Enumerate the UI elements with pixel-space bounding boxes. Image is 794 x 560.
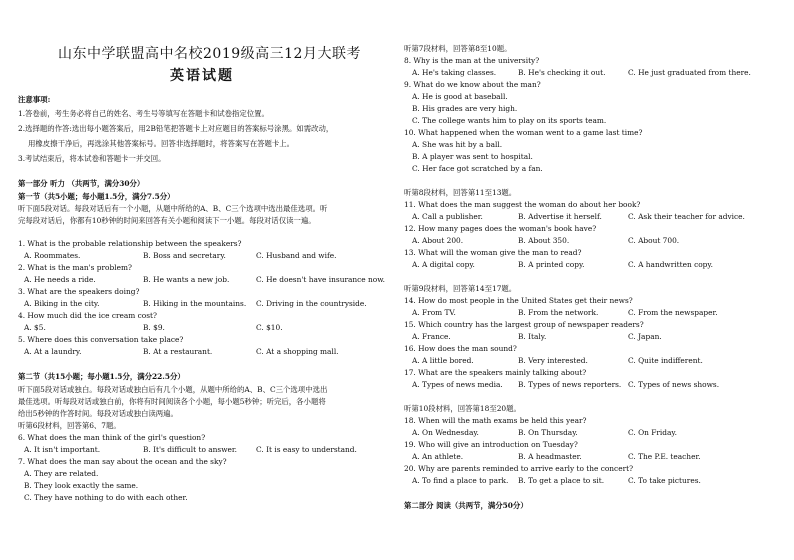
question: 16. How does the man sound? [404,344,517,353]
question: 19. Who will give an introduction on Tuesday? [404,440,578,449]
option-c: C. He just graduated from there. [628,68,751,77]
option-b: B. Types of news reporters. [518,380,622,389]
part1-heading: 第一部分 听力 （共两节，满分30分） [18,179,145,188]
option-a: A. From TV. [412,308,456,317]
option-b: B. On Thursday. [518,428,578,437]
option-a: A. They are related. [24,469,99,478]
question: 9. What do we know about the man? [404,80,541,89]
option-a: A. Types of news media. [412,380,503,389]
option-a: A. At a laundry. [24,347,82,356]
notice-item: 用橡皮擦干净后，再选涂其他答案标号。回答非选择题时，将答案写在答题卡上。 [28,139,295,148]
option-a: A. $5. [24,323,46,332]
group-label: 听第9段材料，回答第14至17题。 [404,284,517,293]
question: 17. What are the speakers mainly talking about? [404,368,587,377]
option-c: C. From the newspaper. [628,308,718,317]
option-b: B. To get a place to sit. [518,476,605,485]
option-b: B. He wants a new job. [143,275,230,284]
option-b: B. Very interested. [518,356,588,365]
question: 15. Which country has the largest group of newspaper readers? [404,320,644,329]
option-a: A. He needs a ride. [24,275,96,284]
option-c: C. Ask their teacher for advice. [628,212,745,221]
option-c: C. Her face got scratched by a fan. [412,164,543,173]
option-c: C. On Friday. [628,428,677,437]
question: 20. Why are parents reminded to arrive early to the concert? [404,464,634,473]
notice-item: 1.答卷前，考生务必将自己的姓名、考生号等填写在答题卡和试卷指定位置。 [18,109,269,118]
sec2-instruction: 给出5秒钟的作答时间。每段对话或独白读两遍。 [18,409,178,418]
option-a: A. On Wednesday. [412,428,479,437]
notice-item: 2.选择题的作答:选出每小题答案后，用2B铅笔把答题卡上对应题目的答案标号涂黑。如需改动， [18,124,334,133]
option-a: A. About 200. [412,236,464,245]
question: 8. Why is the man at the university? [404,56,540,65]
notice-heading: 注意事项: [18,95,51,104]
question: 14. How do most people in the United States get their news? [404,296,633,305]
question: 3. What are the speakers doing? [18,287,140,296]
question: 2. What is the man's problem? [18,263,132,272]
question: 5. Where does this conversation take place? [18,335,184,344]
option-c: C. Driving in the countryside. [256,299,367,308]
option-c: C. A handwritten copy. [628,260,713,269]
exam-subject: 英语试题 [170,68,234,84]
sec2-instruction: 最佳选项。听每段对话或独白前，你将有时间阅读各个小题，每小题5秒钟；听完后，各小题将 [18,397,326,406]
option-a: A. Roommates. [24,251,81,260]
option-a: A. To find a place to park. [412,476,509,485]
question: 11. What does the man suggest the woman do about her book? [404,200,641,209]
question: 13. What will the woman give the man to read? [404,248,582,257]
option-c: C. At a shopping mall. [256,347,339,356]
option-a: A. A digital copy. [412,260,475,269]
option-c: C. To take pictures. [628,476,701,485]
option-c: C. Quite indifferent. [628,356,703,365]
option-b: B. $9. [143,323,165,332]
sec2-heading: 第二节（共15小题；每小题1.5分，满分22.5分） [18,372,185,381]
option-c: C. $10. [256,323,283,332]
group-label: 听第6段材料，回答第6、7题。 [18,421,121,430]
option-b: B. From the network. [518,308,599,317]
option-b: B. It's difficult to answer. [143,445,237,454]
option-a: A. He is good at baseball. [412,92,508,101]
option-a: A. Call a publisher. [412,212,483,221]
option-a: A. France. [412,332,451,341]
option-c: C. They have nothing to do with each other. [24,493,188,502]
sec1-heading: 第一节（共5小题；每小题1.5分，满分7.5分） [18,192,175,201]
option-c: C. Japan. [628,332,662,341]
option-a: A. An athlete. [412,452,464,461]
group-label: 听第8段材料，回答第11至13题。 [404,188,517,197]
exam-title: 山东中学联盟高中名校2019级高三12月大联考 [58,46,361,62]
sec1-instruction: 完每段对话后，你都有10秒钟的时间来回答有关小题和阅读下一小题。每段对话仅读一遍。 [18,216,316,225]
question: 1. What is the probable relationship between the speakers? [18,239,242,248]
question: 10. What happened when the woman went to a game last time? [404,128,643,137]
option-c: C. He doesn't have insurance now. [256,275,386,284]
option-b: B. A headmaster. [518,452,582,461]
part2-heading: 第二部分 阅读（共两节，满分50分） [404,501,528,510]
option-c: C. Husband and wife. [256,251,337,260]
question: 18. When will the math exams be held this year? [404,416,587,425]
option-b: B. Advertise it herself. [518,212,602,221]
sec2-instruction: 听下面5段对话或独白。每段对话或独白后有几个小题，从题中所给的A、B、C三个选项中选出 [18,385,328,394]
option-a: A. Biking in the city. [24,299,100,308]
group-label: 听第7段材料，回答第8至10题。 [404,44,512,53]
option-a: A. It isn't important. [24,445,101,454]
option-a: A. He's taking classes. [412,68,497,77]
option-b: B. Hiking in the mountains. [143,299,247,308]
option-b: B. Italy. [518,332,547,341]
option-b: B. They look exactly the same. [24,481,139,490]
option-c: C. It is easy to understand. [256,445,357,454]
notice-item: 3.考试结束后，将本试卷和答题卡一并交回。 [18,154,166,163]
option-b: B. Boss and secretary. [143,251,226,260]
option-a: A. She was hit by a ball. [412,140,503,149]
option-a: A. A little bored. [412,356,474,365]
sec1-instruction: 听下面5段对话。每段对话后有一个小题，从题中所给的A、B、C三个选项中选出最佳选项。听 [18,204,328,213]
group-label: 听第10段材料，回答第18至20题。 [404,404,521,413]
question: 7. What does the man say about the ocean and the sky? [18,457,227,466]
option-c: C. The college wants him to play on its sports team. [412,116,607,125]
question: 4. How much did the ice cream cost? [18,311,157,320]
option-b: B. He's checking it out. [518,68,606,77]
option-b: B. At a restaurant. [143,347,213,356]
question: 12. How many pages does the woman's book have? [404,224,597,233]
option-b: B. A printed copy. [518,260,585,269]
option-b: B. A player was sent to hospital. [412,152,533,161]
option-b: B. About 350. [518,236,570,245]
option-c: C. Types of news shows. [628,380,720,389]
option-c: C. The P.E. teacher. [628,452,701,461]
option-b: B. His grades are very high. [412,104,518,113]
option-c: C. About 700. [628,236,680,245]
question: 6. What does the man think of the girl's question? [18,433,206,442]
